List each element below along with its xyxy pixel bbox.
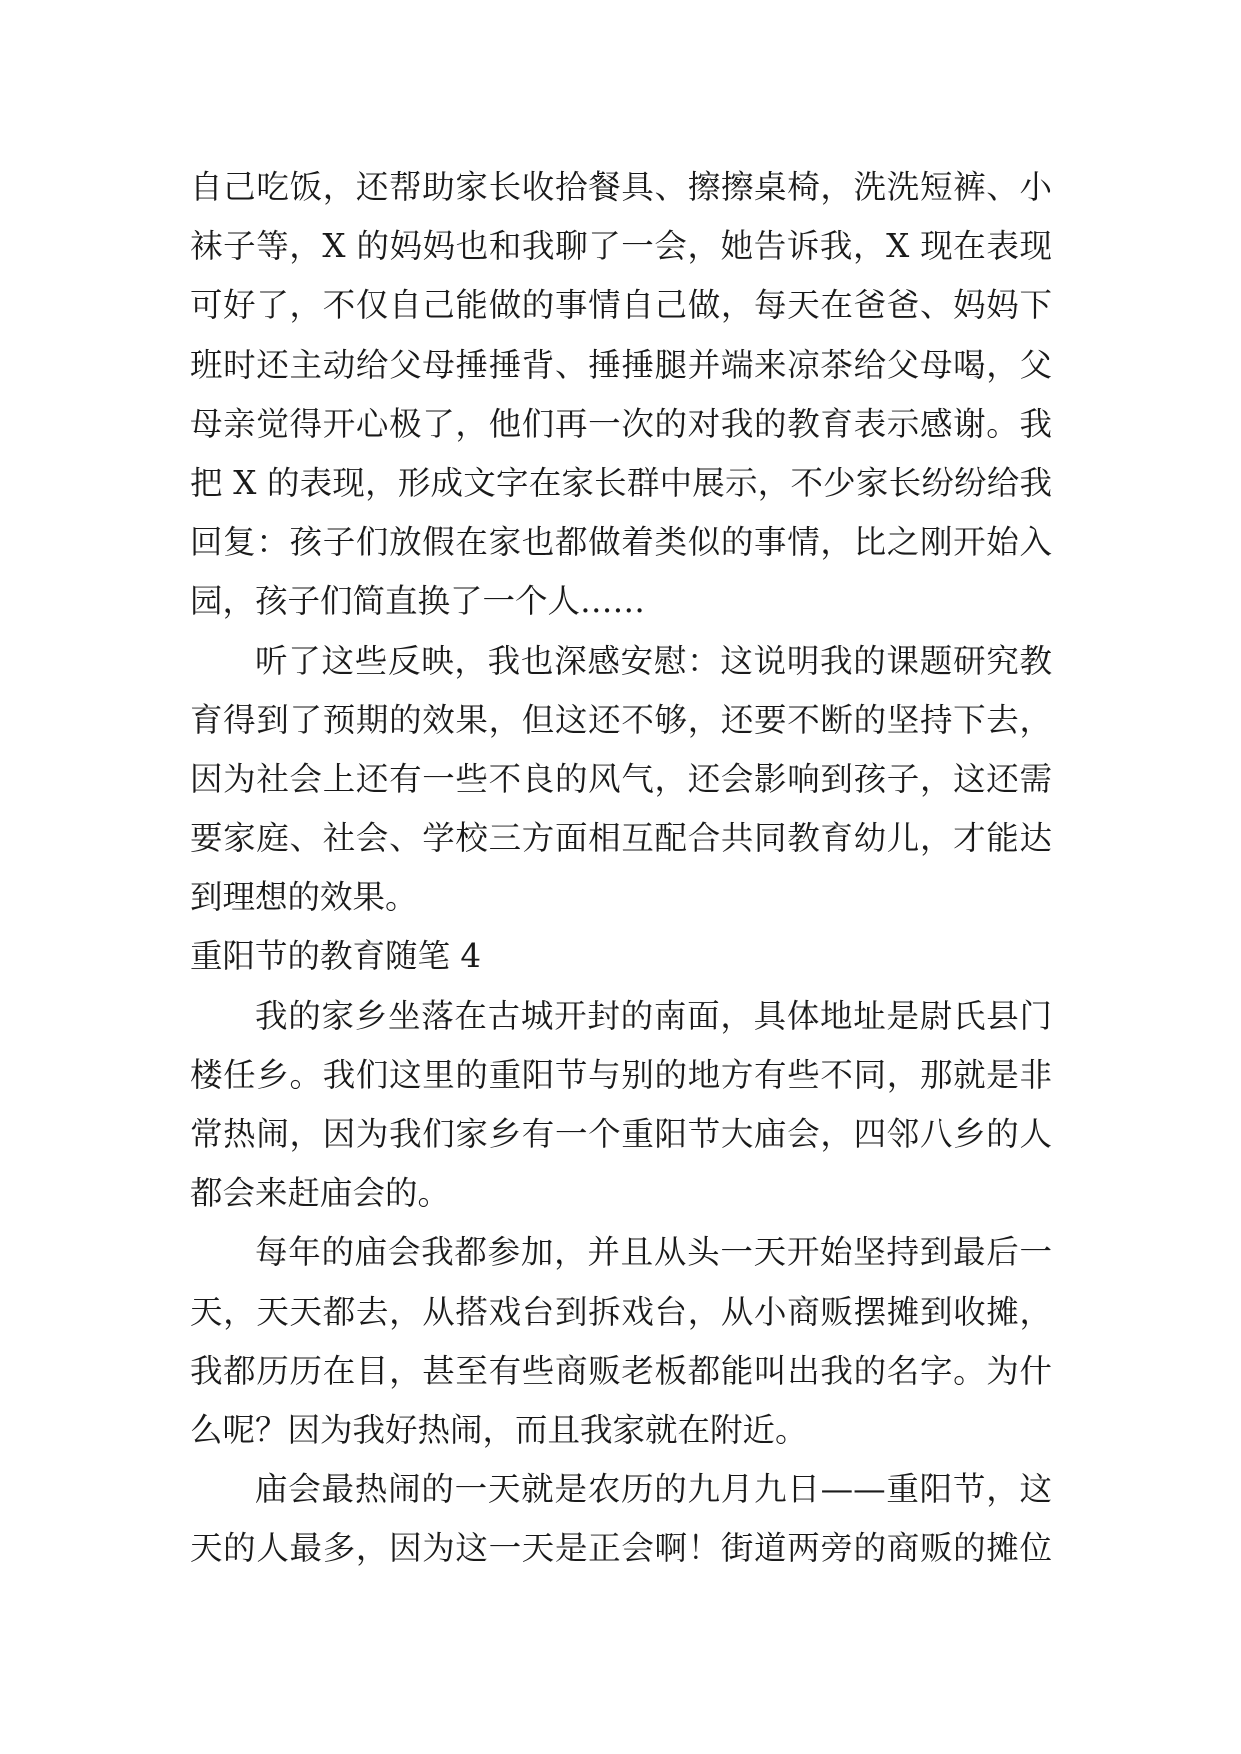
- text-line: 袜子等，X 的妈妈也和我聊了一会，她告诉我，X 现在表现: [190, 227, 1052, 266]
- text-line: 到理想的效果。: [190, 878, 418, 917]
- text-line: 听了这些反映，我也深感安慰：这说明我的课题研究教: [255, 641, 1052, 680]
- text-line: 要家庭、社会、学校三方面相互配合共同教育幼儿，才能达: [190, 819, 1052, 858]
- text-line: 自己吃饭，还帮助家长收拾餐具、擦擦桌椅，洗洗短裤、小: [190, 168, 1052, 206]
- text-line: 园，孩子们简直换了一个人……: [190, 582, 646, 621]
- document-body: [190, 158, 1052, 1579]
- text-line: 把 X 的表现，形成文字在家长群中展示，不少家长纷纷给我: [190, 463, 1052, 502]
- text-line: 我的家乡坐落在古城开封的南面，具体地址是尉氏县门: [255, 996, 1052, 1035]
- text-line: 班时还主动给父母捶捶背、捶捶腿并端来凉茶给父母喝，父: [190, 345, 1052, 384]
- text-line: 因为社会上还有一些不良的风气，还会影响到孩子，这还需: [190, 759, 1052, 798]
- text-line: 庙会最热闹的一天就是农历的九月九日——重阳节，这: [255, 1470, 1052, 1509]
- text-line: 天的人最多，因为这一天是正会啊！街道两旁的商贩的摊位: [190, 1529, 1052, 1568]
- text-line: 每年的庙会我都参加，并且从头一天开始坚持到最后一: [255, 1233, 1052, 1272]
- text-line: 都会来赶庙会的。: [190, 1174, 451, 1213]
- text-line: 母亲觉得开心极了，他们再一次的对我的教育表示感谢。我: [190, 404, 1052, 443]
- text-line: 楼任乡。我们这里的重阳节与别的地方有些不同，那就是非: [190, 1055, 1052, 1094]
- text-line: 天，天天都去，从搭戏台到拆戏台，从小商贩摆摊到收摊，: [190, 1292, 1052, 1331]
- text-line: 么呢？因为我好热闹，而且我家就在附近。: [190, 1410, 808, 1449]
- text-line: 育得到了预期的效果，但这还不够，还要不断的坚持下去，: [190, 700, 1052, 739]
- text-line: 回复：孩子们放假在家也都做着类似的事情，比之刚开始入: [190, 523, 1052, 562]
- text-line: 我都历历在目，甚至有些商贩老板都能叫出我的名字。为什: [190, 1351, 1052, 1390]
- section-heading: 重阳节的教育随笔 4: [190, 937, 482, 976]
- text-line: 可好了，不仅自己能做的事情自己做，每天在爸爸、妈妈下: [190, 286, 1052, 325]
- text-line: 常热闹，因为我们家乡有一个重阳节大庙会，四邻八乡的人: [190, 1115, 1052, 1153]
